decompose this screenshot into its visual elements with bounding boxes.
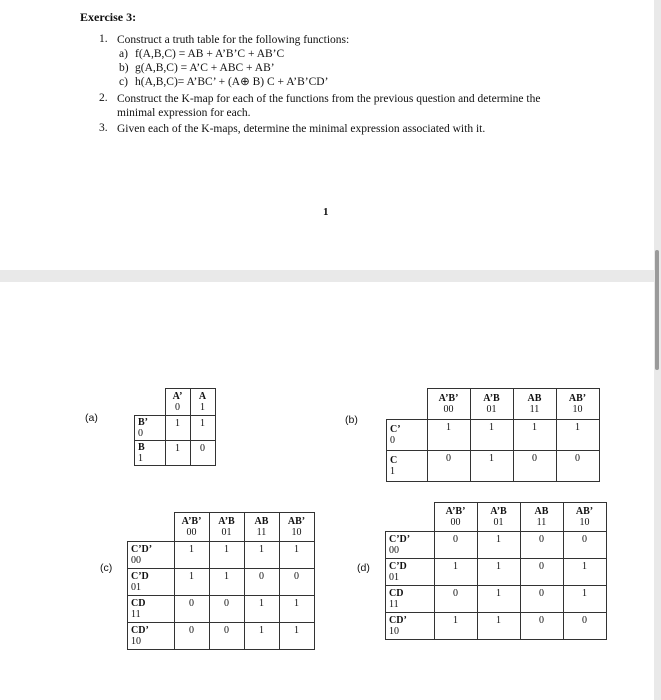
kmap-c-cell: 0	[279, 568, 314, 595]
kmap-d-cell: 1	[477, 612, 520, 639]
col-header-code: 01	[493, 516, 504, 528]
kmap-b-cell: 0	[556, 450, 599, 481]
kmap-a	[134, 388, 216, 466]
row-header-var: CD	[389, 587, 404, 599]
kmap-b-cell: 1	[556, 419, 599, 450]
kmap-b-col-header	[470, 389, 513, 420]
col-header-var: A	[198, 390, 207, 402]
row-header-var: CD	[131, 597, 146, 609]
kmap-c-row	[128, 541, 315, 568]
row-header-code: 10	[131, 635, 141, 647]
row-header-code: 11	[131, 608, 141, 620]
row-header-code: 00	[131, 554, 141, 566]
kmap-d-corner	[386, 503, 435, 532]
question-1-text: Construct a truth table for the following functions:	[117, 34, 350, 46]
kmap-c-cell: 0	[174, 622, 209, 649]
kmap-c-row	[128, 568, 315, 595]
col-header-code: 11	[536, 516, 547, 528]
row-header-var: B’	[138, 416, 148, 428]
kmap-c-cell: 0	[209, 595, 244, 622]
kmap-d-label: (d)	[357, 562, 370, 574]
row-header-var: C’D	[131, 570, 149, 582]
kmap-b-row-header	[387, 450, 428, 481]
kmap-a-row-header	[135, 440, 166, 465]
question-2-number: 2.	[99, 92, 108, 104]
kmap-a-corner	[135, 389, 166, 416]
kmap-c-cell: 1	[174, 568, 209, 595]
kmap-a-row	[135, 440, 216, 465]
kmap-d-row	[386, 585, 607, 612]
kmap-d-cell: 1	[563, 558, 606, 585]
row-header-code: 01	[389, 571, 399, 583]
kmap-c-label: (c)	[100, 562, 113, 574]
kmap-c-cell: 1	[209, 568, 244, 595]
kmap-d-cell: 0	[434, 531, 477, 558]
kmap-a-label: (a)	[85, 412, 98, 424]
kmap-d-col-header	[563, 503, 606, 532]
kmap-d-cell: 0	[434, 585, 477, 612]
kmap-c-cell: 1	[279, 595, 314, 622]
col-header-code: 01	[221, 526, 232, 538]
row-header-code: 0	[138, 427, 143, 439]
row-header-var: C’D’	[389, 533, 411, 545]
kmap-d-col-header	[434, 503, 477, 532]
kmap-c-row-header	[128, 622, 175, 649]
row-header-var: CD’	[131, 624, 149, 636]
kmap-c-row	[128, 595, 315, 622]
scrollbar-thumb[interactable]	[655, 250, 659, 370]
kmap-c-cell: 1	[244, 541, 279, 568]
kmap-d-cell: 0	[563, 612, 606, 639]
kmap-c-cell: 1	[174, 541, 209, 568]
col-header-code: 10	[572, 403, 583, 415]
kmap-a-row-header	[135, 415, 166, 440]
kmap-c-col-header	[209, 513, 244, 542]
kmap-c-row-header	[128, 541, 175, 568]
kmap-a-cell: 0	[190, 440, 215, 465]
kmap-c-col-header	[244, 513, 279, 542]
kmap-d-row-header	[386, 531, 435, 558]
kmap-a-col-header	[190, 389, 215, 416]
kmap-d-col-header	[520, 503, 563, 532]
kmap-d-cell: 0	[520, 612, 563, 639]
col-header-var: A’	[172, 390, 183, 402]
col-header-code: 11	[256, 526, 267, 538]
row-header-code: 10	[389, 625, 399, 637]
item-b-text: g(A,B,C) = A’C + ABC + AB’	[135, 62, 275, 74]
col-header-var: A’B	[218, 515, 235, 527]
kmap-c-col-header	[174, 513, 209, 542]
col-header-code: 00	[186, 526, 197, 538]
kmap-d-cell: 1	[563, 585, 606, 612]
kmap-b-label: (b)	[345, 414, 358, 426]
kmap-c	[127, 512, 315, 650]
col-header-var: AB	[527, 392, 542, 404]
kmap-c-row	[128, 622, 315, 649]
row-header-code: 11	[389, 598, 399, 610]
kmap-d-cell: 1	[477, 531, 520, 558]
col-header-var: A’B’	[181, 515, 202, 527]
row-header-var: C’D’	[131, 543, 153, 555]
kmap-b	[386, 388, 600, 482]
kmap-d-row-header	[386, 585, 435, 612]
item-c-text: h(A,B,C)= A’BC’ + (A⊕ B) C + A’B’CD’	[135, 76, 329, 88]
col-header-var: A’B	[483, 392, 500, 404]
kmap-a-cell: 1	[165, 440, 190, 465]
kmap-d-cell: 0	[520, 531, 563, 558]
kmap-a-row	[135, 415, 216, 440]
col-header-var: AB	[534, 505, 549, 517]
kmap-b-col-header	[556, 389, 599, 420]
row-header-var: B	[138, 441, 145, 453]
kmap-b-row-header	[387, 419, 428, 450]
kmap-c-cell: 0	[244, 568, 279, 595]
question-3-text: Given each of the K-maps, determine the minimal expression associated with it.	[117, 123, 486, 135]
kmap-d-cell: 1	[434, 612, 477, 639]
kmap-c-row-header	[128, 595, 175, 622]
col-header-var: A’B	[490, 505, 507, 517]
kmap-d-cell: 0	[563, 531, 606, 558]
col-header-code: 1	[200, 401, 205, 413]
kmap-b-corner	[387, 389, 428, 420]
item-a-text: f(A,B,C) = AB + A’B’C + AB’C	[135, 48, 285, 60]
kmap-b-cell: 1	[513, 419, 556, 450]
col-header-code: 00	[450, 516, 461, 528]
exercise-title: Exercise 3:	[80, 10, 137, 24]
kmap-b-cell: 1	[470, 419, 513, 450]
kmap-c-cell: 1	[244, 595, 279, 622]
kmap-c-row-header	[128, 568, 175, 595]
kmap-b-col-header	[427, 389, 470, 420]
kmap-c-col-header	[279, 513, 314, 542]
kmap-c-cell: 0	[174, 595, 209, 622]
kmap-c-cell: 1	[279, 622, 314, 649]
col-header-code: 00	[443, 403, 454, 415]
kmap-d-row	[386, 612, 607, 639]
kmap-d-cell: 1	[477, 585, 520, 612]
kmap-d-row-header	[386, 558, 435, 585]
item-c-label: c)	[119, 76, 128, 88]
kmap-d-row	[386, 531, 607, 558]
kmap-c-corner	[128, 513, 175, 542]
item-a-label: a)	[119, 48, 128, 60]
kmap-b-cell: 0	[513, 450, 556, 481]
kmap-a-col-header	[165, 389, 190, 416]
col-header-code: 01	[486, 403, 497, 415]
page-number: 1	[323, 206, 329, 218]
kmap-d-cell: 1	[434, 558, 477, 585]
row-header-code: 1	[390, 465, 395, 477]
kmap-d-cell: 0	[520, 558, 563, 585]
kmap-a-cell: 1	[165, 415, 190, 440]
col-header-var: AB’	[575, 505, 594, 517]
row-header-var: C	[390, 454, 398, 466]
kmap-d-cell: 0	[520, 585, 563, 612]
question-1-number: 1.	[99, 33, 108, 45]
col-header-var: AB’	[287, 515, 306, 527]
document-page-2	[0, 282, 654, 700]
kmap-c-cell: 1	[244, 622, 279, 649]
col-header-var: A’B’	[445, 505, 466, 517]
question-3-number: 3.	[99, 122, 108, 134]
kmap-d-row	[386, 558, 607, 585]
row-header-var: CD’	[389, 614, 407, 626]
kmap-c-cell: 0	[209, 622, 244, 649]
kmap-d-row-header	[386, 612, 435, 639]
row-header-code: 0	[390, 434, 395, 446]
kmap-d-col-header	[477, 503, 520, 532]
kmap-c-cell: 1	[279, 541, 314, 568]
col-header-code: 0	[175, 401, 180, 413]
col-header-var: AB’	[568, 392, 587, 404]
row-header-var: C’	[390, 423, 401, 435]
item-b-label: b)	[119, 62, 129, 74]
kmap-a-cell: 1	[190, 415, 215, 440]
col-header-code: 10	[291, 526, 302, 538]
question-2-text-line2: minimal expression for each.	[117, 107, 251, 119]
row-header-var: C’D	[389, 560, 407, 572]
col-header-code: 11	[529, 403, 540, 415]
kmap-d-cell: 1	[477, 558, 520, 585]
col-header-var: A’B’	[438, 392, 459, 404]
document-page-1	[0, 0, 654, 270]
kmap-b-cell: 1	[427, 419, 470, 450]
kmap-b-cell: 1	[470, 450, 513, 481]
row-header-code: 1	[138, 452, 143, 464]
kmap-b-row	[387, 419, 600, 450]
kmap-b-col-header	[513, 389, 556, 420]
kmap-c-cell: 1	[209, 541, 244, 568]
col-header-var: AB	[254, 515, 269, 527]
row-header-code: 01	[131, 581, 141, 593]
kmap-b-cell: 0	[427, 450, 470, 481]
col-header-code: 10	[579, 516, 590, 528]
question-2-text: Construct the K-map for each of the functions from the previous question and determine the	[117, 93, 541, 105]
kmap-d	[385, 502, 607, 640]
kmap-b-row	[387, 450, 600, 481]
row-header-code: 00	[389, 544, 399, 556]
